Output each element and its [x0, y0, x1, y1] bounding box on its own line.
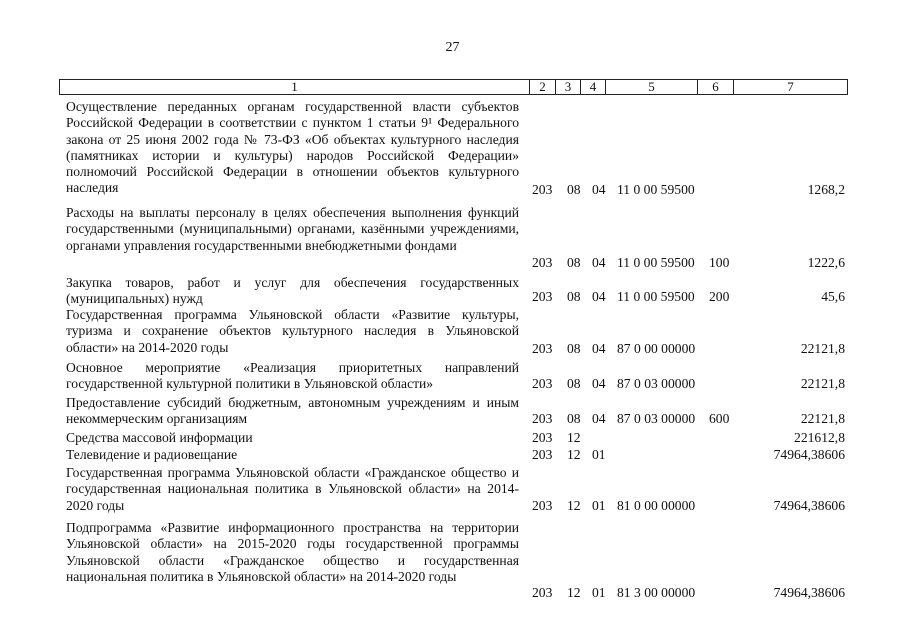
cell-c5: 11 0 00 59500 — [617, 255, 695, 270]
cell-c5: 87 0 03 00000 — [617, 411, 696, 426]
row-description: Предоставление субсидий бюджетным, автономным учреждениям и иным некоммерческим организациям — [66, 395, 519, 427]
row-description: Основное мероприятие «Реализация приоритетных направлений государственной культурной политики в Ульяновской области» — [66, 360, 519, 392]
cell-c2: 203 — [532, 255, 553, 270]
cell-c4: 04 — [592, 182, 606, 197]
cell-c4: 01 — [592, 447, 606, 462]
header-col-4: 4 — [581, 80, 606, 94]
cell-c5: 81 3 00 00000 — [617, 585, 696, 600]
cell-c2: 203 — [532, 498, 553, 513]
row-description: Подпрограмма «Развитие информационного пространства на территории Ульяновской области» на 2015-2020 годы государственной программы Ульяновской области «Гражданское общество и государственная национальная политика в Ульяновской области» на 2014-2020 годы — [66, 520, 519, 584]
row-description: Расходы на выплаты персоналу в целях обеспечения выполнения функций государственными (муниципальными) органами, казёнными учреждениями, органами управления государственными внебюджетными фондами — [66, 205, 519, 253]
header-col-7: 7 — [787, 79, 794, 94]
cell-c4: 04 — [592, 411, 606, 426]
cell-c3: 12 — [567, 430, 581, 445]
cell-c7: 221612,8 — [794, 430, 845, 445]
cell-c5: 11 0 00 59500 — [617, 182, 695, 197]
cell-c3: 08 — [567, 411, 581, 426]
cell-c7: 74964,38606 — [773, 498, 845, 513]
cell-c4: 01 — [592, 498, 606, 513]
cell-c3: 12 — [567, 585, 581, 600]
cell-c5: 87 0 03 00000 — [617, 376, 696, 391]
cell-c3: 12 — [567, 447, 581, 462]
cell-c6: 100 — [709, 255, 730, 270]
cell-c4: 04 — [592, 255, 606, 270]
cell-c3: 08 — [567, 376, 581, 391]
cell-c3: 12 — [567, 498, 581, 513]
cell-c6: 200 — [709, 289, 730, 304]
table-header — [59, 79, 848, 95]
header-col-3: 3 — [556, 80, 581, 94]
cell-c2: 203 — [532, 376, 553, 391]
cell-c2: 203 — [532, 182, 553, 197]
header-col-2: 2 — [530, 80, 556, 94]
cell-c7: 74964,38606 — [773, 585, 845, 600]
cell-c6: 600 — [709, 411, 730, 426]
cell-c7: 22121,8 — [800, 411, 845, 426]
row-description: Средства массовой информации — [66, 430, 253, 445]
header-col-1: 1 — [60, 80, 530, 94]
cell-c7: 22121,8 — [800, 376, 845, 391]
cell-c3: 08 — [567, 255, 581, 270]
cell-c7: 1222,6 — [807, 255, 845, 270]
cell-c5: 81 0 00 00000 — [617, 498, 696, 513]
row-description: Государственная программа Ульяновской области «Гражданское общество и государственная национальная политика в Ульяновской области» на 2014-2020 годы — [66, 465, 519, 513]
cell-c4: 04 — [592, 341, 606, 356]
cell-c4: 01 — [592, 585, 606, 600]
cell-c2: 203 — [532, 411, 553, 426]
header-col-6: 6 — [698, 80, 734, 94]
cell-c7: 1268,2 — [807, 182, 845, 197]
cell-c3: 08 — [567, 289, 581, 304]
row-description: Закупка товаров, работ и услуг для обеспечения государственных (муниципальных) нужд — [66, 275, 519, 307]
cell-c5: 11 0 00 59500 — [617, 289, 695, 304]
cell-c4: 04 — [592, 289, 606, 304]
cell-c4: 04 — [592, 376, 606, 391]
cell-c3: 08 — [567, 182, 581, 197]
cell-c5: 87 0 00 00000 — [617, 341, 696, 356]
row-description: Государственная программа Ульяновской области «Развитие культуры, туризма и сохранение объектов культурного наследия в Ульяновской области» на 2014-2020 годы — [66, 307, 519, 355]
header-col-5: 5 — [606, 80, 698, 94]
row-description: Осуществление переданных органам государственной власти субъектов Российской Федерации в соответствии с пунктом 1 статьи 9¹ Федерального закона от 25 июня 2002 года № 73-ФЗ «Об объектах культурного наследия (памятниках истории и культуры) народов Российской Федерации» полномочий Российской Федерации в отношении объектов культурного наследия — [66, 99, 519, 196]
cell-c2: 203 — [532, 341, 553, 356]
cell-c2: 203 — [532, 585, 553, 600]
cell-c2: 203 — [532, 289, 553, 304]
cell-c7: 74964,38606 — [773, 447, 845, 462]
cell-c7: 22121,8 — [800, 341, 845, 356]
row-description: Телевидение и радиовещание — [66, 447, 238, 462]
cell-c3: 08 — [567, 341, 581, 356]
cell-c2: 203 — [532, 430, 553, 445]
page-number: 27 — [445, 40, 460, 55]
cell-c7: 45,6 — [821, 289, 845, 304]
cell-c2: 203 — [532, 447, 553, 462]
